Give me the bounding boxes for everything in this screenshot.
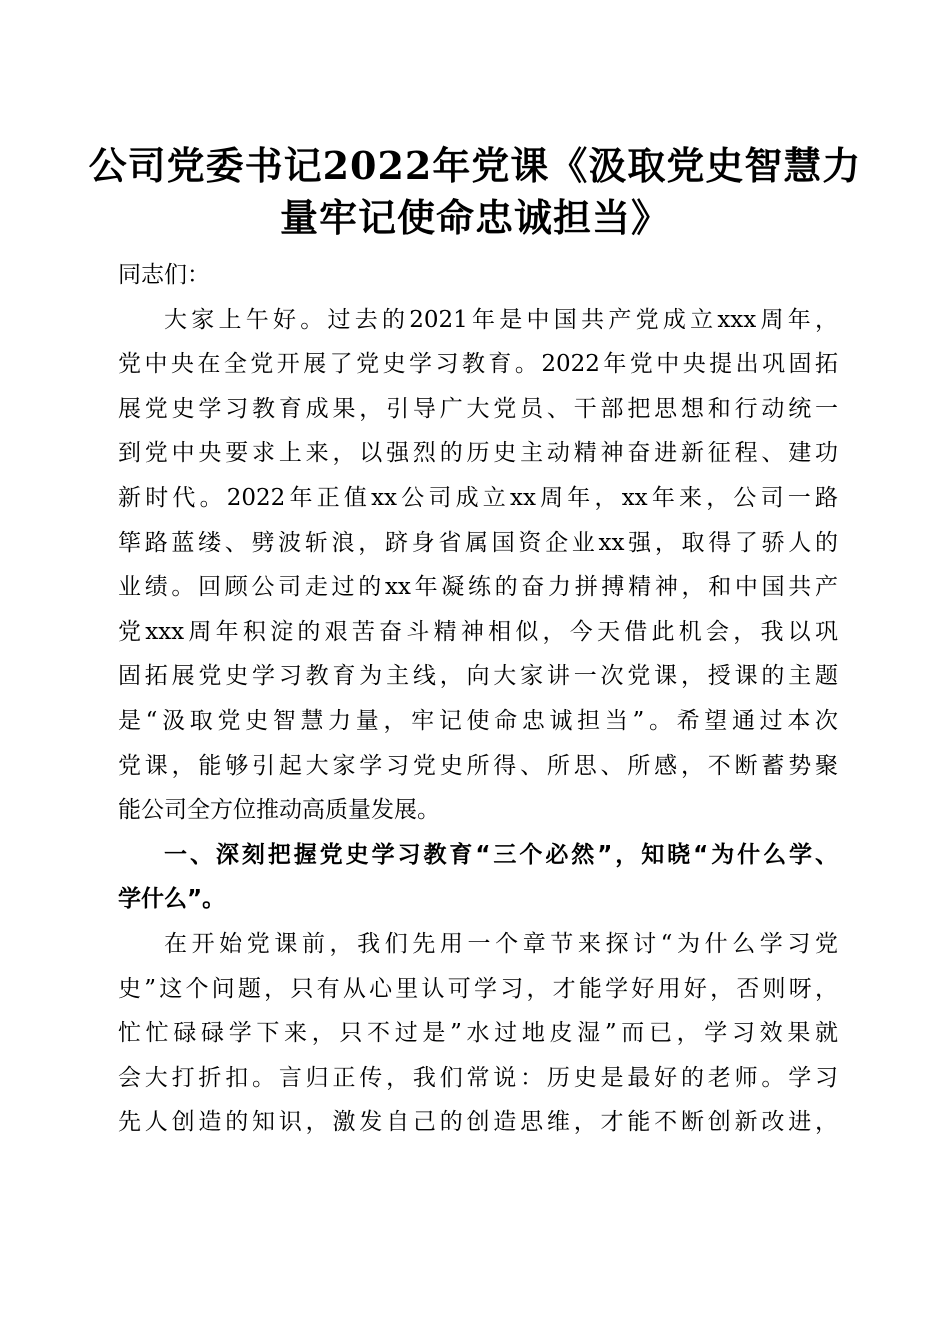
paragraph-line: 能公司全方位推动高质量发展。 <box>118 797 440 824</box>
paragraph-line: 党xxx周年积淀的艰苦奋斗精神相似，今天借此机会，我以巩 <box>118 618 838 645</box>
paragraph-line: 大家上午好。过去的2021年是中国共产党成立xxx周年， <box>164 306 838 333</box>
paragraph-line: 新时代。2022年正值xx公司成立xx周年，xx年来，公司一路 <box>118 484 838 511</box>
paragraph-line: 先人创造的知识，激发自己的创造思维，才能不断创新改进， <box>118 1109 838 1136</box>
paragraph-line: 在开始党课前，我们先用一个章节来探讨“为什么学习党 <box>164 930 838 957</box>
paragraph-line: 忙忙碌碌学下来，只不过是”水过地皮湿”而已，学习效果就 <box>118 1020 838 1047</box>
paragraph-line: 固拓展党史学习教育为主线，向大家讲一次党课，授课的主题 <box>118 663 838 690</box>
section-heading-line: 一、深刻把握党史学习教育“三个必然”，知晓“为什么学、 <box>164 841 838 868</box>
paragraph-line: 史”这个问题，只有从心里认可学习，才能学好用好，否则呀， <box>118 975 838 1002</box>
paragraph-line: 会大打折扣。言归正传，我们常说：历史是最好的老师。学习 <box>118 1064 838 1091</box>
paragraph-line: 业绩。回顾公司走过的xx年凝练的奋力拼搏精神，和中国共产 <box>118 574 838 601</box>
paragraph-line: 筚路蓝缕、劈波斩浪，跻身省属国资企业xx强，取得了骄人的 <box>118 529 838 556</box>
document-title <box>60 140 890 244</box>
paragraph-line: 到党中央要求上来，以强烈的历史主动精神奋进新征程、建功 <box>118 440 838 467</box>
document-body <box>118 253 838 1145</box>
title-line: 公司党委书记2022年党课《汲取党史智慧力 <box>88 143 862 188</box>
section-heading-line: 学什么”。 <box>118 886 226 913</box>
salutation: 同志们： <box>118 262 210 288</box>
paragraph-line: 是“汲取党史智慧力量，牢记使命忠诚担当”。希望通过本次 <box>118 707 838 734</box>
paragraph-line: 党中央在全党开展了党史学习教育。2022年党中央提出巩固拓 <box>118 351 838 378</box>
title-line: 量牢记使命忠诚担当》 <box>279 195 670 240</box>
paragraph-line: 党课，能够引起大家学习党史所得、所思、所感，不断蓄势聚 <box>118 752 838 779</box>
paragraph-line: 展党史学习教育成果，引导广大党员、干部把思想和行动统一 <box>118 395 838 422</box>
